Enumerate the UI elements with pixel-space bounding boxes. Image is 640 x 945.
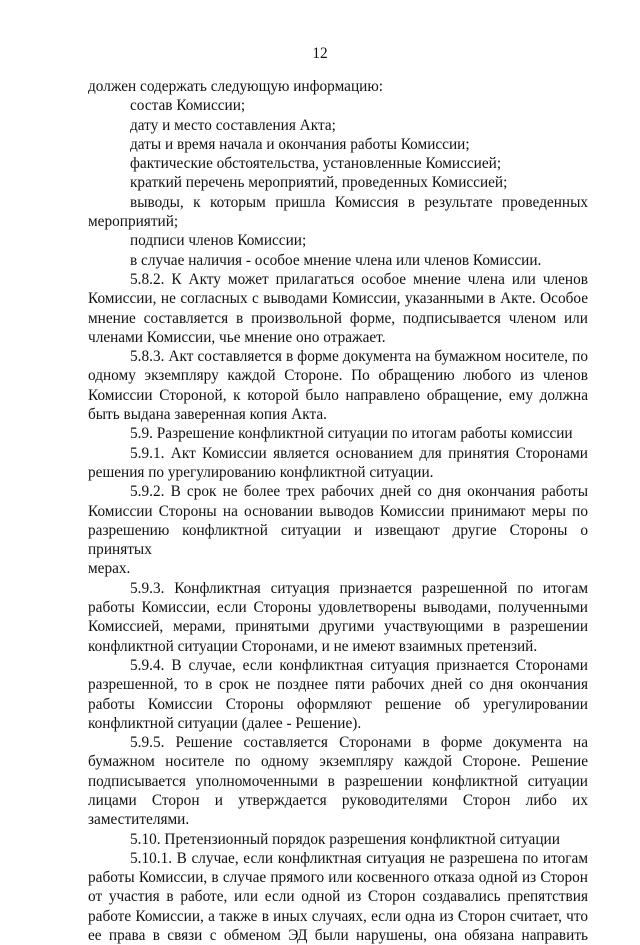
text-line: подписи членов Комиссии; [130,232,307,250]
text-line: 5.9.5. Решение составляется Сторонами в форме документа на [130,734,588,752]
text-line: краткий перечень мероприятий, проведенных Комиссией; [130,174,508,192]
text-line: работы Комиссии, в случае прямого или косвенного отказа одной из Сторон [88,869,588,887]
text-line: Комиссии Стороной, к которой было направлено обращение, ему должна [88,386,588,404]
text-line: 5.9.4. В случае, если конфликтная ситуация признается Сторонами [130,656,588,674]
text-line: ее права в связи с обменом ЭД были нарушены, она обязана направить [88,927,588,945]
text-line: разрешенной, то в срок не позднее пяти рабочих дней со дня окончания [88,676,588,694]
text-line: заместителями. [88,811,190,829]
text-line: одному экземпляру каждой Стороне. По обращению любого из членов [88,367,588,385]
text-line: членами Комиссии, чье мнение оно отражает. [88,328,386,346]
page-number: 12 [312,45,328,62]
text-line: лицами Сторон и утверждается руководителями Сторон либо их [88,791,588,809]
text-line: 5.9. Разрешение конфликтной ситуации по итогам работы комиссии [130,425,573,443]
text-line: 5.9.3. Конфликтная ситуация признается разрешенной по итогам [130,579,588,597]
text-line: бумажном носителе по одному экземпляру каждой Стороне. Решение [88,753,588,771]
text-line: подписывается уполномоченными в разрешении конфликтной ситуации [88,772,588,790]
text-line: от участия в работе, или если одной из Сторон создавались препятствия [88,888,588,906]
text-line: выводы, к которым пришла Комиссия в результате проведенных [130,193,588,211]
text-line: 5.10. Претензионный порядок разрешения конфликтной ситуации [130,830,560,848]
text-line: решения по урегулированию конфликтной ситуации. [88,463,434,481]
text-line: 5.10.1. В случае, если конфликтная ситуация не разрешена по итогам [130,849,588,867]
text-line: 5.9.1. Акт Комиссии является основанием для принятия Сторонами [130,444,588,462]
text-line: 5.8.2. К Акту может прилагаться особое мнение члена или членов [130,270,588,288]
text-line: дату и место составления Акта; [130,116,336,134]
text-line: мнение составляется в произвольной форме, подписывается членом или [88,309,588,327]
text-line: конфликтной ситуации (далее - Решение). [88,714,362,732]
text-line: работы Комиссии Стороны оформляют решение об урегулировании [88,695,588,713]
text-line: должен содержать следующую информацию: [88,78,384,95]
text-line: фактические обстоятельства, установленные Комиссией; [130,155,502,173]
text-line: Комиссии, не согласных с выводами Комиссии, указанными в Акте. Особое [88,290,588,308]
text-line: в случае наличия - особое мнение члена или членов Комиссии. [130,251,542,269]
text-line: конфликтной ситуации Сторонами, и не имеют взаимных претензий. [88,637,538,655]
document-body [88,77,588,945]
text-line: работы Комиссии, если Стороны удовлетворены выводами, полученными [88,599,588,617]
text-line: состав Комиссии; [130,97,246,115]
text-line: работе Комиссии, а также в иных случаях, если одна из Сторон считает, что [88,907,588,925]
text-line: даты и время начала и окончания работы Комиссии; [130,135,470,153]
text-line: мероприятий; [88,213,179,231]
text-line: Комиссией, мерами, принятыми другими участвующими в разрешении [88,618,588,636]
text-line: Комиссии Стороны на основании выводов Комиссии принимают меры по [88,502,588,520]
text-line: 5.8.3. Акт составляется в форме документа на бумажном носителе, по [130,348,588,366]
text-line: мерах. [88,560,131,578]
text-line: 5.9.2. В срок не более трех рабочих дней со дня окончания работы [130,483,588,501]
text-line: быть выдана заверенная копия Акта. [88,406,327,424]
text-line: разрешению конфликтной ситуации и извещают другие Стороны о принятых [88,521,588,559]
